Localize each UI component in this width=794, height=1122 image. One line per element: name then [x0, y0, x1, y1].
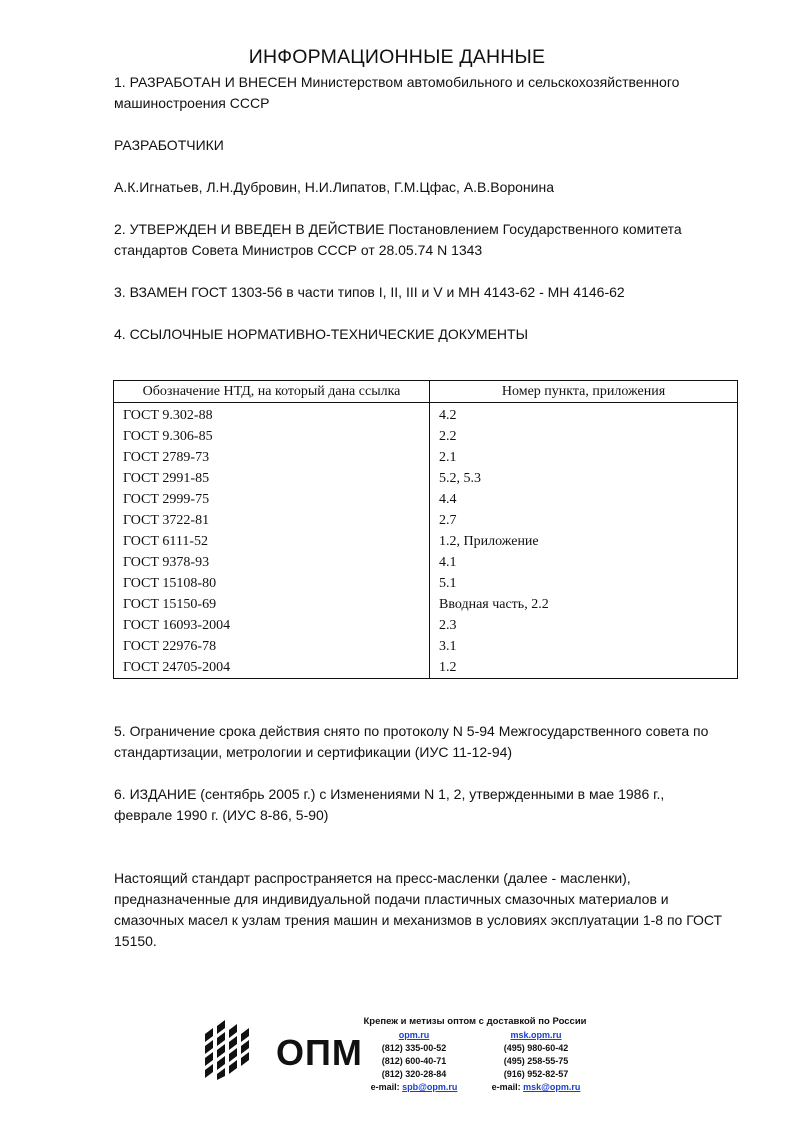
contacts-phone-row — [360, 1068, 590, 1081]
section-4: 4. ССЫЛОЧНЫЕ НОРМАТИВНО-ТЕХНИЧЕСКИЕ ДОКУМЕНТЫ — [114, 326, 528, 342]
section-6 — [114, 784, 734, 826]
table-row — [114, 552, 738, 573]
table-cell-designation: ГОСТ 2999-75 — [114, 489, 430, 510]
page-title: ИНФОРМАЦИОННЫЕ ДАННЫЕ — [248, 46, 546, 68]
contacts-phone-row — [360, 1055, 590, 1068]
table-cell-designation: ГОСТ 24705-2004 — [114, 657, 430, 679]
table-cell-clause: Вводная часть, 2.2 — [430, 594, 738, 615]
section-5-line-1: 5. Ограничение срока действия снято по протоколу N 5-94 Межгосударственного совета по — [114, 723, 709, 739]
spb-phone: (812) 335-00-52 — [381, 1043, 447, 1053]
scope-paragraph — [114, 868, 734, 952]
spb-email-label: e-mail: — [370, 1082, 400, 1092]
table-row — [114, 510, 738, 531]
table-row — [114, 426, 738, 447]
reference-documents-table — [113, 380, 738, 679]
table-row — [114, 447, 738, 468]
table-cell-designation: ГОСТ 9.306-85 — [114, 426, 430, 447]
table-cell-designation: ГОСТ 9.302-88 — [114, 403, 430, 427]
developers-list: А.К.Игнатьев, Л.Н.Дубровин, Н.И.Липатов, Г.М.Цфас, А.В.Воронина — [114, 179, 554, 195]
section-5 — [114, 721, 734, 763]
section-5-line-2: стандартизации, метрологии и сертификации (ИУС 11-12-94) — [114, 744, 513, 760]
table-cell-clause: 2.7 — [430, 510, 738, 531]
table-row — [114, 636, 738, 657]
table-cell-clause: 1.2, Приложение — [430, 531, 738, 552]
table-cell-clause: 4.4 — [430, 489, 738, 510]
contacts-sites-row — [360, 1029, 590, 1042]
table-header-clause: Номер пункта, приложения — [430, 381, 738, 403]
table-row — [114, 403, 738, 427]
msk-email-group — [482, 1081, 590, 1094]
section-6-line-2: феврале 1990 г. (ИУС 8-86, 5-90) — [114, 807, 329, 823]
section-1-line-1: 1. РАЗРАБОТАН И ВНЕСЕН Министерством автомобильного и сельскохозяйственного — [114, 74, 680, 90]
developers-heading: РАЗРАБОТЧИКИ — [114, 137, 224, 153]
spb-email-group — [360, 1081, 468, 1094]
table-cell-clause: 5.2, 5.3 — [430, 468, 738, 489]
msk-phone: (495) 258-55-75 — [503, 1056, 569, 1066]
section-2-line-2: стандартов Совета Министров СССР от 28.05.74 N 1343 — [114, 242, 483, 258]
table-cell-designation: ГОСТ 15108-80 — [114, 573, 430, 594]
section-1-line-2: машиностроения СССР — [114, 95, 270, 111]
opm-logo-icon — [201, 1020, 261, 1080]
table-cell-clause: 2.3 — [430, 615, 738, 636]
table-cell-clause: 4.1 — [430, 552, 738, 573]
table-row — [114, 468, 738, 489]
msk-phone: (495) 980-60-42 — [503, 1043, 569, 1053]
table-row — [114, 657, 738, 679]
table-cell-designation: ГОСТ 2789-73 — [114, 447, 430, 468]
table-cell-designation: ГОСТ 15150-69 — [114, 594, 430, 615]
msk-phone: (916) 952-82-57 — [503, 1069, 569, 1079]
scope-line-2: предназначенные для индивидуальной подачи пластичных смазочных материалов и — [114, 891, 669, 907]
footer-tagline: Крепеж и метизы оптом с доставкой по России — [363, 1016, 587, 1027]
table-cell-clause: 3.1 — [430, 636, 738, 657]
table-cell-clause: 2.1 — [430, 447, 738, 468]
table-cell-designation: ГОСТ 2991-85 — [114, 468, 430, 489]
table-row — [114, 531, 738, 552]
table-header-row — [114, 381, 738, 403]
table-cell-designation: ГОСТ 16093-2004 — [114, 615, 430, 636]
table-row — [114, 594, 738, 615]
table-row — [114, 573, 738, 594]
table-cell-designation: ГОСТ 6111-52 — [114, 531, 430, 552]
section-3: 3. ВЗАМЕН ГОСТ 1303-56 в части типов I, II, III и V и МН 4143-62 - МН 4146-62 — [114, 284, 625, 300]
msk-email-link[interactable]: msk@opm.ru — [523, 1082, 581, 1092]
table-cell-clause: 5.1 — [430, 573, 738, 594]
section-1 — [114, 72, 734, 114]
section-6-line-1: 6. ИЗДАНИЕ (сентябрь 2005 г.) с Изменениями N 1, 2, утвержденными в мае 1986 г., — [114, 786, 665, 802]
table-cell-designation: ГОСТ 3722-81 — [114, 510, 430, 531]
table-cell-clause: 2.2 — [430, 426, 738, 447]
table-cell-designation: ГОСТ 9378-93 — [114, 552, 430, 573]
table-row — [114, 489, 738, 510]
spb-email-link[interactable]: spb@opm.ru — [402, 1082, 458, 1092]
contacts-email-row — [360, 1081, 590, 1094]
table-header-designation: Обозначение НТД, на который дана ссылка — [114, 381, 430, 403]
spb-phone: (812) 320-28-84 — [381, 1069, 447, 1079]
footer-banner — [0, 1010, 794, 1110]
table-cell-designation: ГОСТ 22976-78 — [114, 636, 430, 657]
msk-email-label: e-mail: — [491, 1082, 521, 1092]
scope-line-1: Настоящий стандарт распространяется на пресс-масленки (далее - масленки), — [114, 870, 631, 886]
footer-contacts — [360, 1016, 590, 1094]
opm-logo-text: ОПМ — [276, 1032, 363, 1073]
scope-line-3: смазочных масел к узлам трения машин и механизмов в условиях эксплуатации 1-8 по ГОСТ — [114, 912, 723, 928]
contacts-phone-row — [360, 1042, 590, 1055]
spb-phone: (812) 600-40-71 — [381, 1056, 447, 1066]
table-cell-clause: 1.2 — [430, 657, 738, 679]
table-cell-clause: 4.2 — [430, 403, 738, 427]
scope-line-4: 15150. — [114, 933, 157, 949]
spb-site-link[interactable]: opm.ru — [398, 1030, 430, 1040]
section-2-line-1: 2. УТВЕРЖДЕН И ВВЕДЕН В ДЕЙСТВИЕ Постановлением Государственного комитета — [114, 221, 682, 237]
section-2 — [114, 219, 734, 261]
msk-site-link[interactable]: msk.opm.ru — [510, 1030, 562, 1040]
table-row — [114, 615, 738, 636]
